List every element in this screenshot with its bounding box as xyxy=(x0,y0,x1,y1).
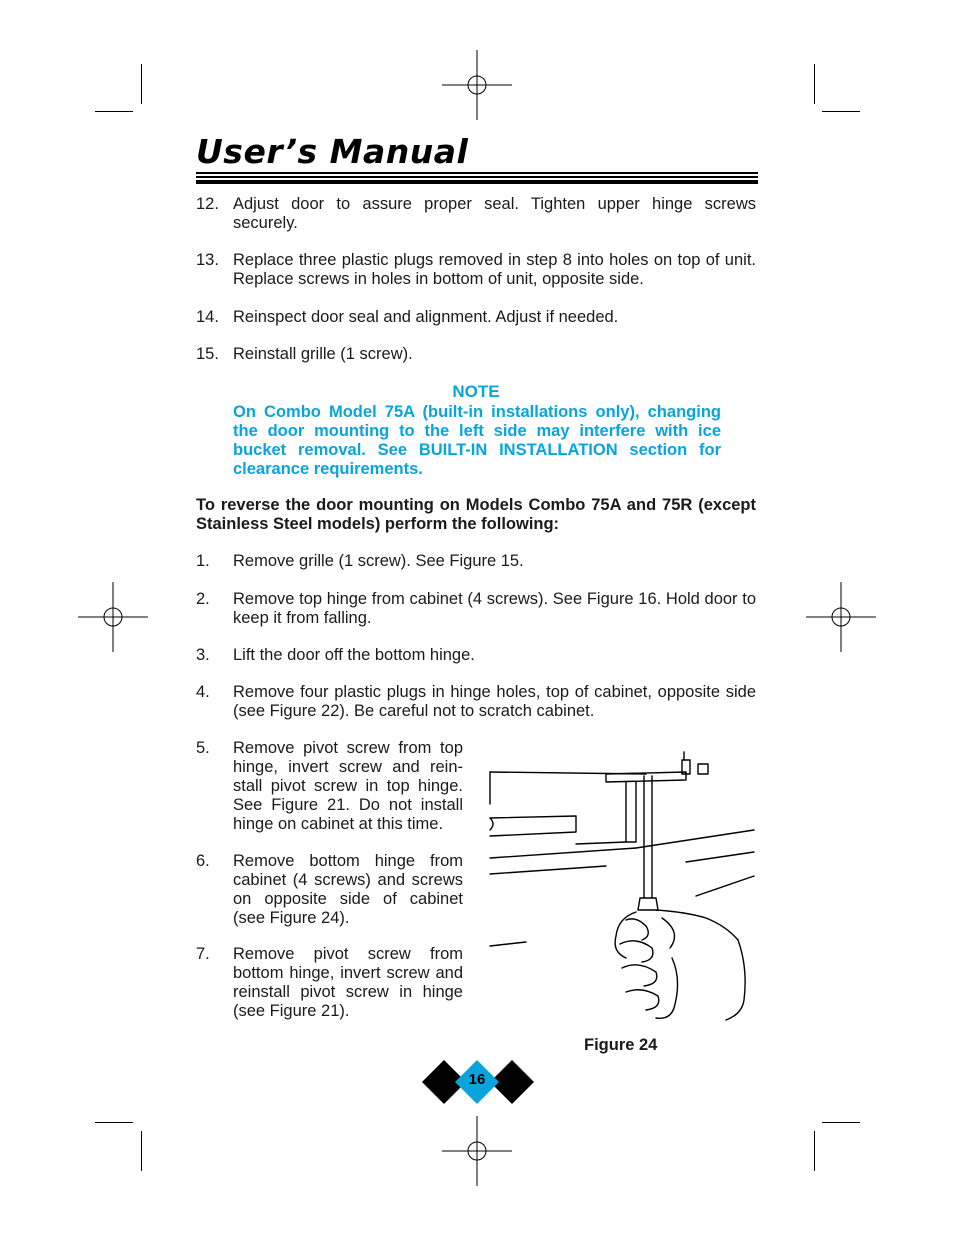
step-text: Adjust door to assure proper seal. Tighten upper hinge screws securely. xyxy=(233,195,756,232)
step-text: Remove pivot screw from bottom hinge, invert screw and reinstall pivot screw in hinge (see Figure 21). xyxy=(233,945,463,1020)
step-2 xyxy=(196,590,756,628)
step-6 xyxy=(196,852,463,928)
page-title: User’s Manual xyxy=(196,132,469,171)
registration-mark-right xyxy=(806,582,876,652)
header-rule-thin-2 xyxy=(196,176,758,178)
step-number: 13. xyxy=(196,251,219,269)
step-13 xyxy=(196,251,756,289)
step-14 xyxy=(196,308,756,327)
step-3 xyxy=(196,646,756,665)
header-rule-thick xyxy=(196,180,758,184)
step-12 xyxy=(196,195,756,233)
figure-caption: Figure 24 xyxy=(584,1036,658,1054)
header-rule-thin-1 xyxy=(196,172,758,174)
step-text: Reinspect door seal and alignment. Adjust if needed. xyxy=(233,308,619,326)
step-number: 15. xyxy=(196,345,219,363)
step-text: Remove bottom hinge from cabinet (4 screws) and screws on opposite side of cabinet (see Figure 24). xyxy=(233,852,463,927)
note-heading: NOTE xyxy=(452,382,500,401)
reverse-intro: To reverse the door mounting on Models Combo 75A and 75R (except Stainless Steel models) perform the following: xyxy=(196,496,756,533)
step-number: 4. xyxy=(196,683,210,701)
step-number: 2. xyxy=(196,590,210,608)
step-5 xyxy=(196,739,463,834)
note-body: On Combo Model 75A (built-in installations only), changing the door mounting to the left side may interfere with ice bucket removal. See BUILT-IN INSTALLATION section for clearance requirements. xyxy=(233,403,721,478)
step-number: 12. xyxy=(196,195,219,213)
step-text: Reinstall grille (1 screw). xyxy=(233,345,413,363)
step-15 xyxy=(196,345,756,364)
step-number: 14. xyxy=(196,308,219,326)
step-number: 3. xyxy=(196,646,210,664)
step-7 xyxy=(196,945,463,1021)
registration-mark-top xyxy=(442,50,512,120)
step-number: 1. xyxy=(196,552,210,570)
step-text: Remove four plastic plugs in hinge holes, top of cabinet, opposite side (see Figure 22). Be careful not to scratch cabinet. xyxy=(233,683,756,720)
page-number: 16 xyxy=(468,1071,486,1088)
step-number: 6. xyxy=(196,852,210,870)
step-text: Remove pivot screw from top hinge, invert screw and rein-stall pivot screw in top hinge. See Figure 21. Do not install hinge on cabinet at this time. xyxy=(233,739,463,833)
registration-mark-bottom xyxy=(442,1116,512,1186)
step-text: Remove grille (1 screw). See Figure 15. xyxy=(233,552,524,570)
registration-mark-left xyxy=(78,582,148,652)
step-1 xyxy=(196,552,756,571)
figure-24-illustration xyxy=(486,748,756,1028)
step-text: Lift the door off the bottom hinge. xyxy=(233,646,475,664)
step-text: Replace three plastic plugs removed in step 8 into holes on top of unit. Replace screws in holes in bottom of unit, opposite side. xyxy=(233,251,756,288)
step-text: Remove top hinge from cabinet (4 screws). See Figure 16. Hold door to keep it from falling. xyxy=(233,590,756,627)
step-4 xyxy=(196,683,756,721)
step-number: 7. xyxy=(196,945,210,963)
step-number: 5. xyxy=(196,739,210,757)
